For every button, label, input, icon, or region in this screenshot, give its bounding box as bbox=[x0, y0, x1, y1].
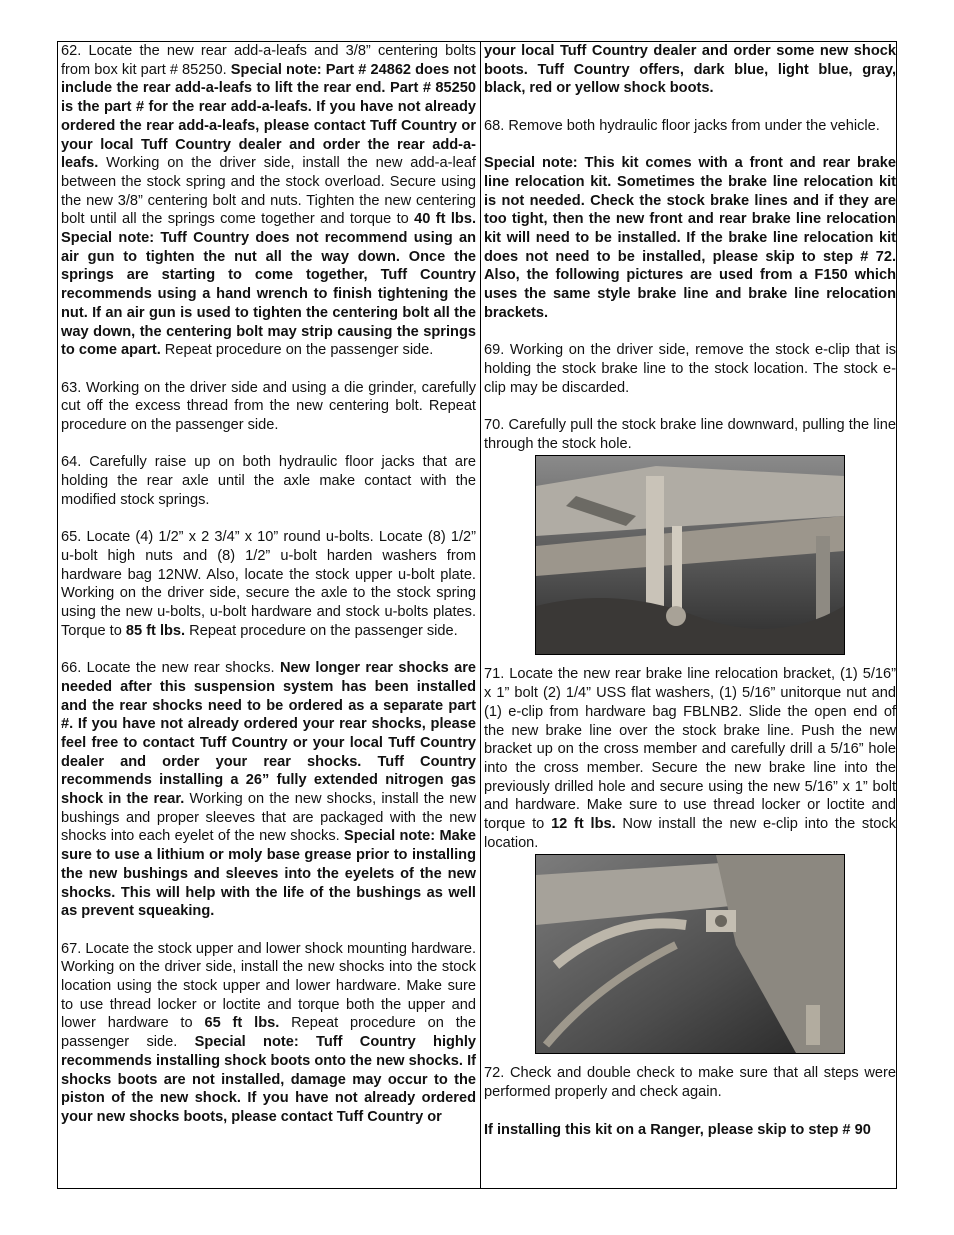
step-67-continued: your local Tuff Country dealer and order some new shock boots. Tuff Country offers, dark blue, light blue, gray, black, red or yellow shock boots. bbox=[484, 43, 896, 97]
step-62: 62. Locate the new rear add-a-leafs and 3/8” centering bolts from box kit part # 85250. Special note: Part # 24862 does not include the rear add-a-leafs to lift the rear end. Part # 85250 is the part # for the rear add-a-leafs. If you have not already ordered the rear add-a-leafs, please contact Tuff Country or your local Tuff Country dealer and order the rear add-a-leafs. Working on the driver side, install the new add-a-leaf between the stock spring and the stock overload. Secure using the new 3/8” centering bolt and nuts. Tighten the new centering bolt until all the springs come together and torque to 40 ft lbs. Special note: Tuff Country does not recommend using an air gun to tighten the nut all the way down. Once the springs are starting to come together, Tuff Country recommends using a hand wrench to finish tightening the nut. If an air gun is used to tighten the centering bolt all the way down, the centering bolt may strip causing the springs to come apart. Repeat procedure on the passenger side. bbox=[61, 43, 477, 359]
step-67: 67. Locate the stock upper and lower shock mounting hardware. Working on the driver side, install the new shocks into the stock location using the stock upper and lower hardware. Make sure to use thread locker or loctite and torque both the upper and lower hardware to 65 ft lbs. Repeat procedure on the passenger side. Special note: Tuff Country highly recommends installing shock boots onto the new shocks. If shocks boots are not installed, damage may occur to the piston of the new shock. If you have not already ordered your new shocks boots, please contact Tuff Country or bbox=[61, 940, 477, 1125]
ranger-note: If installing this kit on a Ranger, please skip to step # 90 bbox=[484, 1121, 871, 1138]
step-71: 71. Locate the new rear brake line relocation bracket, (1) 5/16” x 1” bolt (2) 1/4” USS flat washers, (1) 5/16” unitorque nut and (1) e-clip from hardware bag FBLNB2. Slide the open end of the new brake line over the stock brake line. Push the new bracket up on the cross member and carefully drill a 5/16” hole into the cross member. Secure the new brake line into the previously drilled hole and secure using the new 5/16” x 1” bolt and hardware. Make sure to use thread locker or loctite and torque to 12 ft lbs. Now install the new e-clip into the stock location. bbox=[484, 666, 896, 851]
step-72: 72. Check and double check to make sure that all steps were performed properly and check again. bbox=[484, 1065, 896, 1101]
step-69: 69. Working on the driver side, remove the stock e-clip that is holding the stock brake line to the stock location. The stock e-clip may be discarded. bbox=[484, 342, 896, 396]
special-note: Special note: This kit comes with a front and rear brake line relocation kit. Sometimes the brake line relocation kit is not needed. Check the stock brake lines and if they are too tight, then the new front and rear brake line relocation kit will need to be installed. If the brake line relocation kit does not need to be installed, please skip to step # 72. Also, the following pictures are used from a F150 which uses the same style brake line and brake line relocation brackets. bbox=[484, 155, 896, 321]
column-divider bbox=[480, 42, 481, 1188]
photo-brake-line-bracket-image bbox=[536, 855, 844, 1053]
right-column bbox=[484, 42, 896, 1158]
left-column bbox=[61, 42, 476, 1145]
step-66: 66. Locate the new rear shocks. New longer rear shocks are needed after this suspension system has been installed and the rear shocks need to be ordered as a separate part #. If you have not already ordered your rear shocks, please feel free to contact Tuff Country or your local Tuff Country dealer and order your rear shocks. Tuff Country recommends installing a 26” fully extended nitrogen gas shock in the rear. Working on the new shocks, install the new bushings and proper sleeves that are packaged with the new shocks into each eyelet of the new shocks. Special note: Make sure to use a lithium or moly base grease prior to installing the new bushings and sleeves into the eyelets of the new shocks. This will help with the life of the bushings as well as prevent squeaking. bbox=[61, 660, 477, 920]
step-70: 70. Carefully pull the stock brake line downward, pulling the line through the stock hole. bbox=[484, 417, 896, 452]
photo-brake-line-bracket bbox=[535, 854, 845, 1054]
step-63: 63. Working on the driver side and using a die grinder, carefully cut off the excess thread from the new centering bolt. Repeat procedure on the passenger side. bbox=[61, 379, 476, 434]
photo-brake-line-stock-image bbox=[536, 456, 844, 654]
step-68: 68. Remove both hydraulic floor jacks from under the vehicle. bbox=[484, 117, 880, 134]
page-frame bbox=[57, 41, 897, 1189]
step-65: 65. Locate (4) 1/2” x 2 3/4” x 10” round u-bolts. Locate (8) 1/2” u-bolt high nuts and (8) 1/2” u-bolt harden washers from hardware bag 12NW. Also, locate the stock upper u-bolt plate. Working on the driver side, secure the axle to the stock spring using the new u-bolts, u-bolt hardware and stock u-bolts plates. Torque to 85 ft lbs. Repeat procedure on the passenger side. bbox=[61, 529, 476, 639]
photo-brake-line-stock bbox=[535, 455, 845, 655]
step-64: 64. Carefully raise up on both hydraulic floor jacks that are holding the rear axle until the axle make contact with the modified stock springs. bbox=[61, 454, 476, 508]
